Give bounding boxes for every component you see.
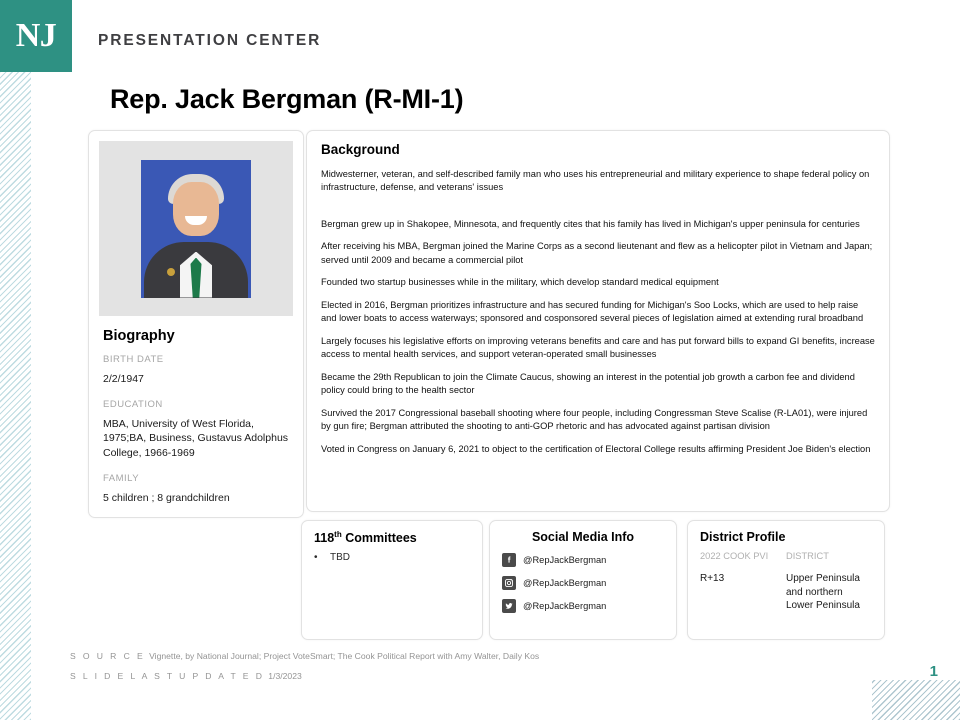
social-account-twitter[interactable] — [502, 599, 664, 613]
twitter-icon[interactable] — [502, 599, 516, 613]
footer-source-value: Vignette, by National Journal; Project VoteSmart; The Cook Political Report with Amy Walter, Daily Kos — [149, 651, 540, 661]
committees-ordinal-suffix: th — [334, 530, 342, 539]
nj-logo-tile — [0, 0, 72, 72]
social-account-instagram[interactable] — [502, 576, 664, 590]
biography-label-birth-date: BIRTH DATE — [103, 354, 164, 365]
background-paragraph: Survived the 2017 Congressional baseball shooting where four people, including Congressman Steve Scalise (R-LA01), were injured by gun fire; Bergman attributed the shooting to anti-GOP rhetoric and has advocated against partisan division — [321, 407, 868, 432]
decorative-stripes-left — [0, 72, 31, 720]
footer-source — [70, 651, 539, 661]
social-handle: @RepJackBergman — [523, 601, 607, 611]
district-pvi-column — [700, 550, 786, 613]
background-card — [306, 130, 890, 512]
background-paragraph: Voted in Congress on January 6, 2021 to object to the certification of Electoral College results affirming President Joe Biden's election — [321, 443, 871, 454]
district-profile-grid — [700, 550, 872, 613]
district-name-column — [786, 550, 872, 613]
committees-card — [301, 520, 483, 640]
district-label: DISTRICT — [786, 551, 829, 561]
district-value: Upper Peninsula and northern Lower Peninsula — [786, 573, 860, 612]
district-pvi-label: 2022 COOK PVI — [700, 551, 769, 561]
biography-value-education: MBA, University of West Florida, 1975;BA, Business, Gustavus Adolphus College, 1966-1969 — [103, 418, 289, 459]
instagram-icon[interactable] — [502, 576, 516, 590]
header-title: PRESENTATION CENTER — [98, 32, 322, 49]
committees-heading-rest: Committees — [341, 531, 417, 546]
district-profile-heading: District Profile — [700, 530, 786, 544]
nj-logo-text: NJ — [15, 17, 57, 54]
footer-updated-value: 1/3/2023 — [268, 671, 302, 681]
footer-updated-key: S L I D E L A S T U P D A T E D — [70, 671, 265, 681]
background-paragraph: Became the 29th Republican to join the Climate Caucus, showing an interest in the potential job growth a carbon fee and dividend policy could bring to the health sector — [321, 371, 855, 396]
committees-heading — [314, 530, 470, 545]
biography-value-birth-date: 2/2/1947 — [103, 373, 144, 385]
background-heading: Background — [321, 142, 400, 157]
list-item — [314, 551, 470, 565]
background-paragraph: Founded two startup businesses while in the military, which develop standard medical equipment — [321, 277, 719, 288]
portrait-photo — [99, 141, 293, 316]
background-paragraph: Bergman grew up in Shakopee, Minnesota, and frequently cites that his family has lived in Michigan's upper peninsula for centuries — [321, 218, 860, 229]
district-profile-card — [687, 520, 885, 640]
background-paragraph: Elected in 2016, Bergman prioritizes infrastructure and has secured funding for Michigan's Soo Locks, which are used to help raise and lower boats to access waterways; sponsored and cosponsored several pieces of legislation aimed at extending rural broadband — [321, 299, 864, 324]
decorative-stripes-corner — [872, 680, 960, 720]
biography-label-education: EDUCATION — [103, 399, 163, 411]
district-pvi-value: R+13 — [700, 573, 725, 585]
portrait-face — [173, 182, 219, 236]
biography-heading: Biography — [103, 328, 175, 344]
social-handle: @RepJackBergman — [523, 555, 607, 565]
page-title: Rep. Jack Bergman (R-MI-1) — [110, 84, 464, 114]
biography-body — [89, 316, 303, 505]
facebook-icon[interactable] — [502, 553, 516, 567]
background-paragraph: Largely focuses his legislative efforts on improving veterans benefits and care and has put forward bills to expand GI benefits, increase access to mental health services, and support veteran-operated small businesses — [321, 335, 875, 360]
social-handle: @RepJackBergman — [523, 578, 607, 588]
committee-name: TBD — [330, 552, 350, 564]
portrait-image — [141, 160, 251, 298]
biography-label-family: FAMILY — [103, 472, 140, 484]
biography-card — [88, 130, 304, 518]
portrait-lapel-pin — [167, 268, 175, 276]
background-paragraph: Midwesterner, veteran, and self-described family man who uses his entrepreneurial and military experience to shape federal policy on infrastructure, defense, and veterans' issues — [321, 169, 870, 193]
footer-last-updated — [70, 671, 302, 681]
footer-source-key: S O U R C E — [70, 651, 146, 661]
social-media-heading: Social Media Info — [531, 530, 635, 544]
page-number: 1 — [929, 663, 938, 680]
committees-congress-number: 118 — [314, 531, 335, 546]
social-media-card — [489, 520, 677, 640]
bullet-icon: • — [314, 552, 318, 564]
biography-value-family: 5 children ; 8 grandchildren — [103, 491, 230, 504]
background-paragraph: After receiving his MBA, Bergman joined the Marine Corps as a second lieutenant and flew as a helicopter pilot in Vietnam and Japan; served until 2009 and became a commercial pilot — [321, 241, 873, 265]
social-account-facebook[interactable] — [502, 553, 664, 567]
